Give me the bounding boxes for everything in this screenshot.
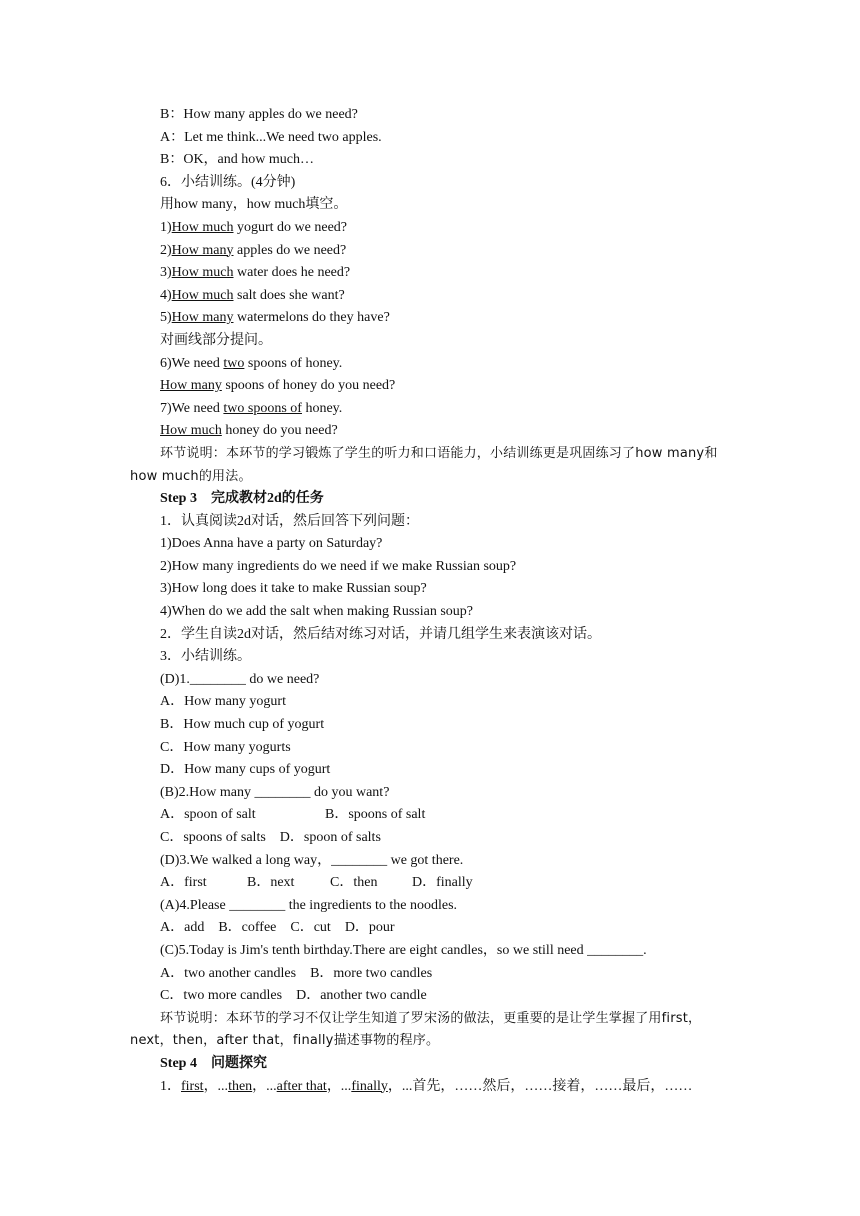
answer: How many xyxy=(171,242,234,258)
fill-item xyxy=(130,240,734,263)
mc-option: A．How many yogurt xyxy=(160,694,286,710)
text: spoons of honey do you need? xyxy=(221,378,396,394)
step-question: 3)How long does it take to make Russian soup? xyxy=(160,581,427,597)
dialogue-line: A：Let me think...We need two apples. xyxy=(160,129,382,145)
item-number: 3) xyxy=(160,265,172,281)
item-number: 5) xyxy=(160,310,172,326)
fill-item xyxy=(130,217,734,240)
mc-question: (B)2.How many ________ do you want? xyxy=(160,784,390,800)
mc-option: B．spoons of salt xyxy=(325,807,426,823)
text: honey. xyxy=(301,400,343,416)
step-item: 3．小结训练。 xyxy=(160,649,251,665)
mc-option: C．two more candles D．another two candle xyxy=(160,988,427,1004)
text: ，...首先，……然后，……接着，……最后，…… xyxy=(387,1078,693,1094)
mc-options-row xyxy=(130,804,734,827)
practice-heading: 6．小结训练。(4分钟) xyxy=(160,174,296,190)
mc-option: C．spoons of salts D．spoon of salts xyxy=(160,830,381,845)
text: 1． xyxy=(160,1078,181,1094)
answer: finally xyxy=(351,1078,388,1094)
fill-item xyxy=(130,285,734,308)
answer: How much xyxy=(171,219,234,235)
mc-option: A．spoon of salt xyxy=(160,807,256,823)
mc-option: B．next xyxy=(247,875,295,891)
question-6 xyxy=(130,353,734,376)
mc-option: A．first xyxy=(160,875,207,891)
item-text: yogurt do we need? xyxy=(237,219,348,235)
mc-option: A．add B．coffee C．cut D．pour xyxy=(160,920,395,936)
question-7 xyxy=(130,398,734,421)
step-question: 2)How many ingredients do we need if we make Russian soup? xyxy=(160,558,517,574)
text: 6)We need xyxy=(160,355,224,371)
answer-6 xyxy=(130,375,734,398)
step-item xyxy=(130,1076,734,1099)
answer: after that xyxy=(276,1078,327,1094)
answer: How much xyxy=(160,423,222,439)
item-number: 4) xyxy=(160,287,172,303)
dialogue-line: B：OK，and how much… xyxy=(160,152,314,168)
mc-question: (A)4.Please ________ the ingredients to the noodles. xyxy=(160,897,458,913)
answer: How many xyxy=(171,310,234,326)
step-item: 1．认真阅读2d对话，然后回答下列问题： xyxy=(160,513,419,529)
step-4-heading: Step 4 问题探究 xyxy=(160,1055,267,1071)
item-number: 2) xyxy=(160,242,172,258)
answer: How much xyxy=(171,287,234,303)
answer: then xyxy=(228,1078,253,1094)
mc-option: B．How much cup of yogurt xyxy=(160,717,325,733)
text: honey do you need? xyxy=(221,423,338,439)
mc-option: D．How many cups of yogurt xyxy=(160,762,331,778)
fill-item xyxy=(130,307,734,330)
page-content xyxy=(130,104,734,1098)
dialogue-line: B：How many apples do we need? xyxy=(160,107,358,122)
mc-question: (D)1.________ do we need? xyxy=(160,671,320,687)
step-3-heading: Step 3 完成教材2d的任务 xyxy=(160,491,324,507)
text: ，... xyxy=(252,1078,277,1094)
mc-options-row xyxy=(130,872,734,895)
fill-item xyxy=(130,262,734,285)
answer: How much xyxy=(171,265,234,281)
item-text: salt does she want? xyxy=(237,287,345,303)
section-note: 环节说明：本环节的学习锻炼了学生的听力和口语能力，小结训练更是巩固练习了how many和how much的用法。 xyxy=(130,445,718,484)
underlined-part: two xyxy=(223,355,245,371)
step-item: 2．学生自读2d对话，然后结对练习对话，并请几组学生来表演该对话。 xyxy=(160,626,601,642)
answer-7 xyxy=(130,420,734,443)
mc-option: A．two another candles B．more two candles xyxy=(160,965,433,981)
underlined-part: two spoons of xyxy=(223,400,302,416)
item-number: 1) xyxy=(160,219,172,235)
mc-option: C．then xyxy=(330,875,378,891)
question-instruction: 对画线部分提问。 xyxy=(160,332,272,348)
answer: first xyxy=(181,1078,204,1094)
text: ，... xyxy=(203,1078,229,1094)
step-question: 1)Does Anna have a party on Saturday? xyxy=(160,536,383,552)
text: spoons of honey. xyxy=(244,355,343,371)
item-text: watermelons do they have? xyxy=(237,310,390,326)
mc-option: C．How many yogurts xyxy=(160,739,291,755)
fill-instruction: 用how many，how much填空。 xyxy=(160,197,348,213)
mc-option: D．finally xyxy=(412,875,473,891)
text: ，... xyxy=(326,1078,352,1094)
step-question: 4)When do we add the salt when making Russian soup? xyxy=(160,604,473,620)
item-text: apples do we need? xyxy=(237,242,347,258)
section-note: 环节说明：本环节的学习不仅让学生知道了罗宋汤的做法，更重要的是让学生掌握了用first，next，then，after that，finally描述事物的程序。 xyxy=(130,1010,702,1049)
mc-question: (D)3.We walked a long way，________ we got there. xyxy=(160,852,464,868)
item-text: water does he need? xyxy=(237,265,351,281)
mc-question: (C)5.Today is Jim's tenth birthday.There are eight candles，so we still need ________. xyxy=(160,942,647,958)
answer: How many xyxy=(160,378,222,394)
text: 7)We need xyxy=(160,400,224,416)
